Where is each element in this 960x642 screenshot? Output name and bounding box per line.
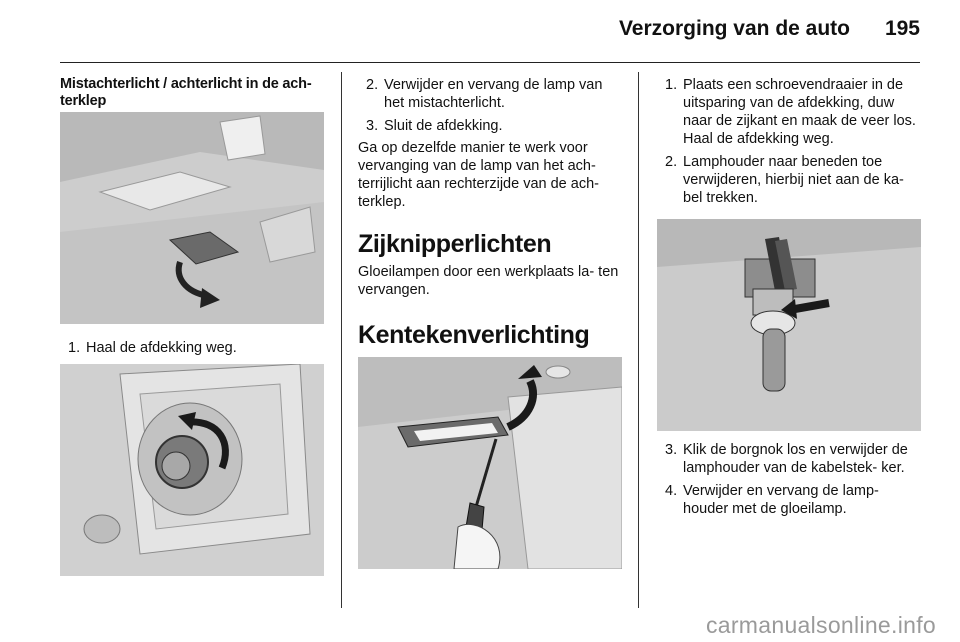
list-item: 4. Verwijder en vervang de lamp- houder met de gloeilamp. (665, 483, 879, 517)
watermark: carmanualsonline.info (705, 612, 936, 638)
page-header-title: Verzorging van de auto (618, 17, 850, 40)
figure-lamp-socket (60, 364, 324, 576)
column-1 (60, 76, 326, 576)
figure-license-plate-light (358, 357, 622, 569)
paragraph-text: Gloeilampen door een werkplaats la- ten vervangen. (358, 264, 619, 298)
list-item: 1. Plaats een schroevendraaier in de uitsparing van de afdekking, duw naar de zijkant en maak de veer los. Haal de afdekking weg. (665, 77, 916, 147)
list-item: 3. Klik de borgnok los en verwijder de lamphouder van de kabelstek- ker. (665, 442, 908, 476)
figure-tailgate-cover (60, 112, 324, 324)
section-title-side-indicators: Zijknipperlichten (358, 230, 552, 258)
header-divider (60, 62, 920, 63)
column-divider-1 (341, 72, 342, 608)
list-item: 2. Verwijder en vervang de lamp van het mistachterlicht. (366, 77, 603, 111)
figure-lamp-holder (657, 219, 921, 431)
column-divider-2 (638, 72, 639, 608)
column-3 (657, 76, 923, 518)
section-title-license-plate-light: Kentekenverlichting (358, 321, 590, 349)
list-item: 1. Haal de afdekking weg. (68, 340, 237, 356)
list-item: 2. Lamphouder naar beneden toe verwijderen, hierbij niet aan de ka- bel trekken. (665, 154, 904, 206)
column-2 (358, 76, 624, 569)
list-item: 3. Sluit de afdekking. (366, 118, 503, 134)
page-number: 195 (884, 17, 920, 40)
paragraph-text: Ga op dezelfde manier te werk voor vervanging van de lamp van het ach- terrijlicht aan rechterzijde van de ach- terklep. (358, 140, 599, 210)
section-subhead: Mistachterlicht / achterlicht in de ach- terklep (60, 76, 312, 109)
